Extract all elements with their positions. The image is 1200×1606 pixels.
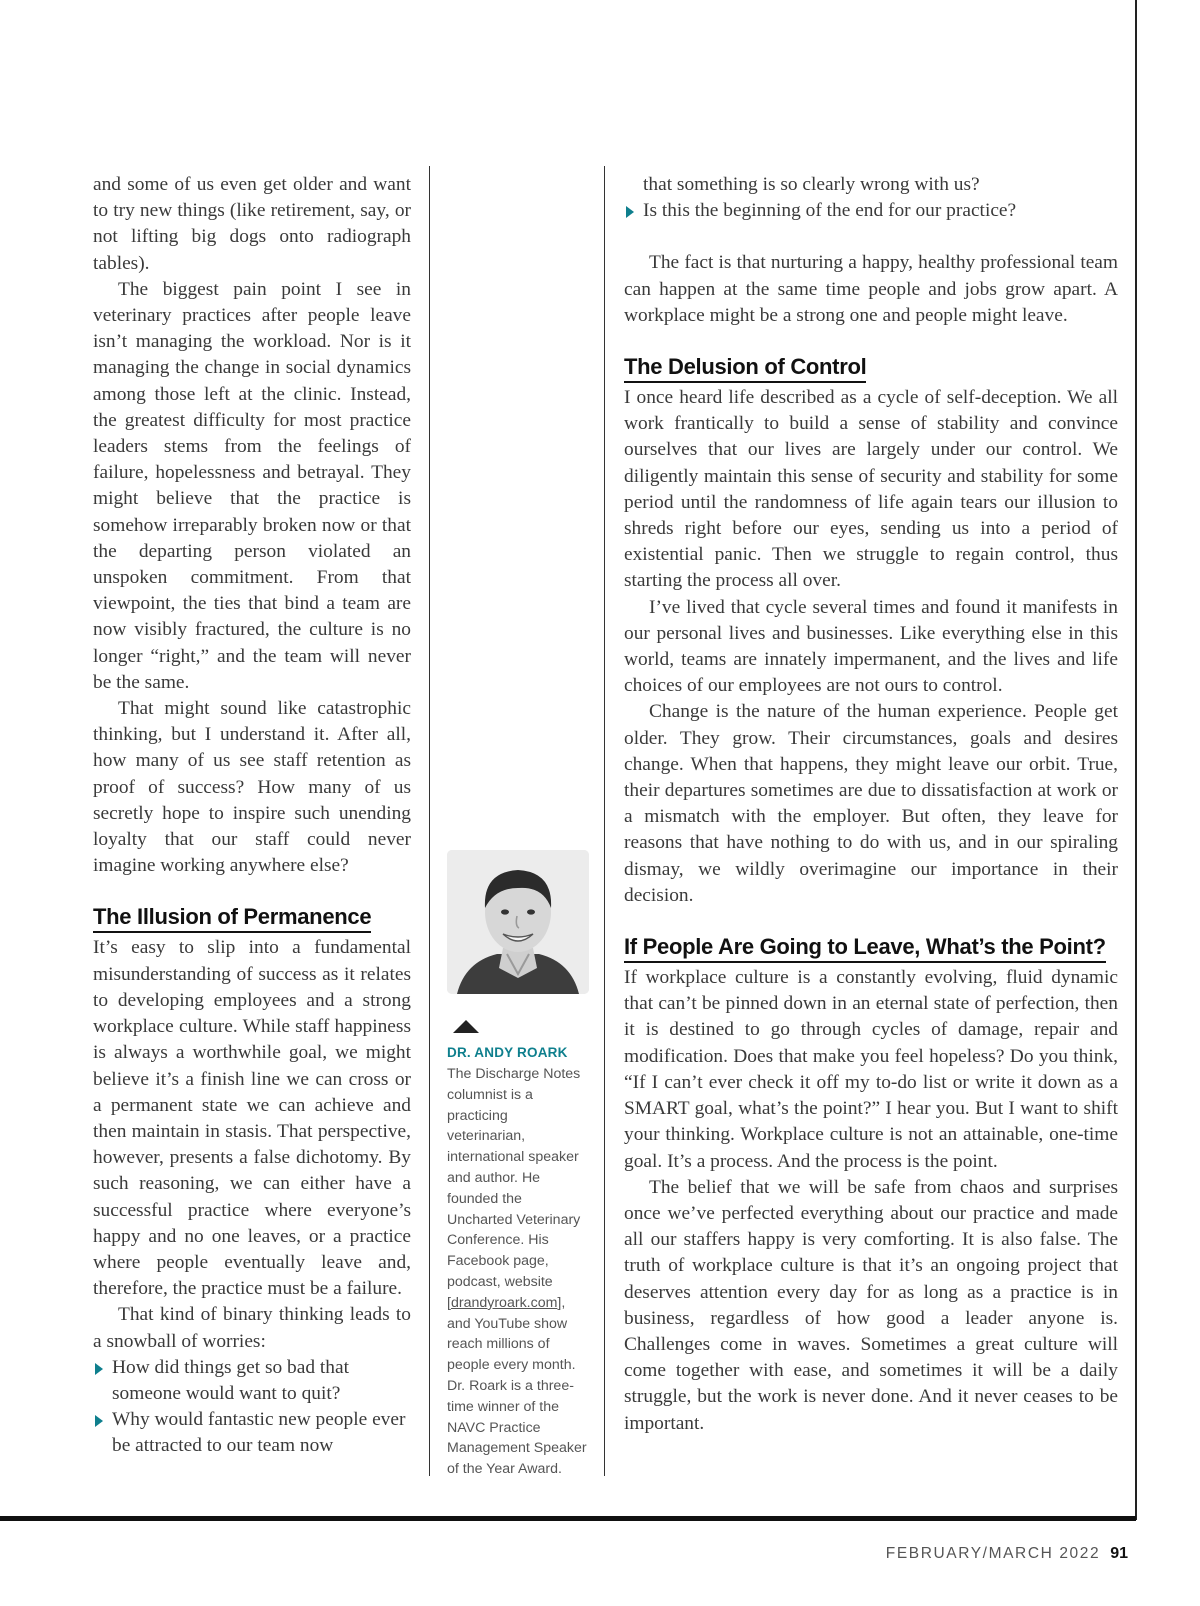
list-item-text: How did things get so bad that someone would want to quit? (112, 1356, 349, 1404)
up-arrow-icon (453, 1020, 479, 1033)
bullet-list (93, 1355, 411, 1460)
page-number: 91 (1110, 1545, 1128, 1562)
column-divider (604, 166, 605, 1476)
author-sidebar (447, 850, 589, 1480)
list-item-text: that something is so clearly wrong with us? (643, 174, 980, 195)
list-item (93, 1355, 411, 1407)
page-edge-rule (1135, 0, 1137, 1520)
list-item (93, 1407, 411, 1459)
paragraph: The belief that we will be safe from chaos and surprises once we’ve perfected everything about our practice and made all our staffers happy is very comforting. It is also false. The truth of workplace culture is that it’s an ongoing project that deserves attention every day for as long as a practice is in business, regardless of how good a leader anyone is. Challenges come in waves. Sometimes a great culture will come together with ease, and sometimes it will be a daily struggle, but the work is never done. And it never ceases to be important. (624, 1176, 1118, 1434)
bio-text: The Discharge Notes columnist is a practicing veterinarian, international speaker and author. He founded the Uncharted Veterinary Conference. His Facebook page, podcast, website [ (447, 1066, 581, 1311)
section-heading: If People Are Going to Leave, What’s the Point? (624, 933, 1106, 963)
triangle-bullet-icon (95, 1415, 103, 1427)
paragraph: The biggest pain point I see in veterinary practices after people leave isn’t managing the workload. Nor is it managing the change in social dynamics among those left at the clinic. Instead, the greatest difficulty for most practice leaders stems from the feelings of failure, hopelessness and betrayal. They might believe that the practice is somehow irreparably broken now or that the departing person violated an unspoken commitment. From that viewpoint, the ties that bind a team are now visibly fractured, the culture is no longer “right,” and the team will never be the same. (93, 278, 411, 693)
paragraph: Change is the nature of the human experience. People get older. They grow. Their circumstances, goals and desires change. When that happens, they might leave our orbit. True, their departures sometimes are due to dissatisfaction at work or a mismatch with the employer. But often, they leave for reasons that have nothing to do with us, and in our spiraling dismay, we wildly overimagine our importance in their decision. (624, 701, 1118, 906)
paragraph: and some of us even get older and want to try new things (like retirement, say, or not lifting big dogs onto radiograph tables). (93, 174, 411, 274)
section-heading: The Illusion of Permanence (93, 903, 371, 933)
issue-date: FEBRUARY/MARCH 2022 (885, 1545, 1101, 1562)
website-link[interactable]: drandyroark.com (450, 1294, 558, 1311)
author-portrait-illustration (447, 850, 589, 994)
author-bio (447, 1064, 589, 1480)
paragraph: It’s easy to slip into a fundamental misunderstanding of success as it relates to developing employees and a strong workplace culture. While staff happiness is always a worthwhile goal, we might believe it’s a finish line we can cross or a permanent state we can achieve and then maintain in stasis. That perspective, however, presents a false dichotomy. By such reasoning, we can either have a successful practice where everyone’s happy and no one leaves, or a practice where people eventually leave and, therefore, the practice must be a failure. (93, 937, 411, 1300)
paragraph: That kind of binary thinking leads to a snowball of worries: (93, 1304, 411, 1352)
paragraph: I once heard life described as a cycle of self-deception. We all work frantically to build a sense of stability and convince ourselves that our lives are largely under our control. We diligently maintain this sense of security and stability for some period until the randomness of life again tears our illusion to shreds right before our eyes, sending us into a period of existential panic. Then we struggle to regain control, thus starting the process all over. (624, 387, 1118, 592)
author-photo (447, 850, 589, 994)
list-item (624, 172, 1118, 198)
triangle-bullet-icon (626, 206, 634, 218)
bullet-list (624, 172, 1118, 224)
paragraph: That might sound like catastrophic thinking, but I understand it. After all, how many of us see staff retention as proof of success? How many of us secretly hope to inspire such unending loyalty that our staff could never imagine working anywhere else? (93, 698, 411, 877)
list-item-text: Why would fantastic new people ever be attracted to our team now (112, 1409, 406, 1457)
paragraph: If workplace culture is a constantly evolving, fluid dynamic that can’t be pinned down in an eternal state of perfection, then it is destined to go through cycles of damage, repair and modification. Does that make you feel hopeless? Do you think, “If I can’t ever check it off my to-do list or write it down as a SMART goal, what’s the point?” I hear you. But I want to shift your thinking. Workplace culture is not an attainable, one-time goal. It’s a process. And the process is the point. (624, 967, 1118, 1172)
list-item-text: Is this the beginning of the end for our practice? (643, 200, 1017, 222)
footer-rule (0, 1516, 1136, 1521)
column-divider (429, 166, 430, 1476)
triangle-bullet-icon (95, 1363, 103, 1375)
bio-text: ], and YouTube show reach millions of people every month. Dr. Roark is a three-time winner of the NAVC Practice Management Speaker of the Year Award. (447, 1294, 587, 1478)
paragraph: I’ve lived that cycle several times and found it manifests in our personal lives and businesses. Like everything else in this world, teams are innately impermanent, and the lives and life choices of our employees are not ours to control. (624, 596, 1118, 697)
list-item (624, 198, 1118, 224)
page-footer (886, 1545, 1128, 1563)
paragraph: The fact is that nurturing a happy, healthy professional team can happen at the same time people and jobs grow apart. A workplace might be a strong one and people might leave. (624, 252, 1118, 326)
section-heading: The Delusion of Control (624, 353, 866, 383)
right-column (624, 172, 1118, 1437)
left-column (93, 172, 411, 1460)
author-name: DR. ANDY ROARK (447, 1045, 568, 1060)
